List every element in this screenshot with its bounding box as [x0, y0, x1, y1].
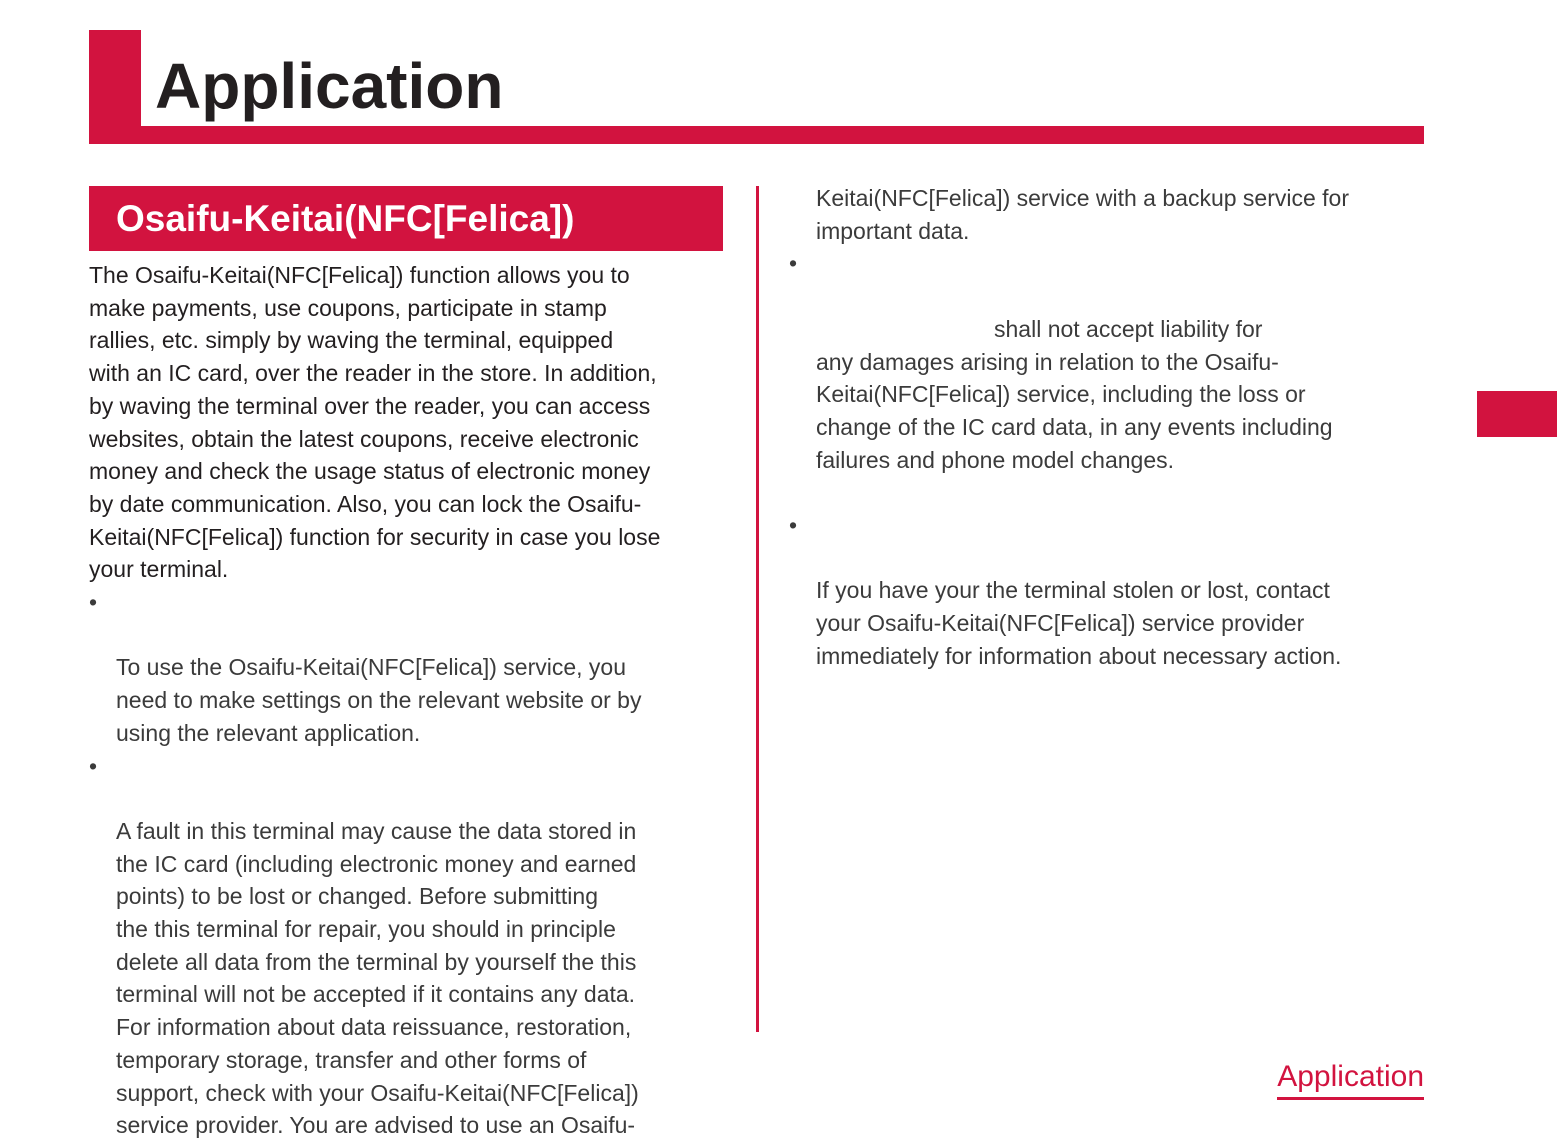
bullet-liability-text: any damages arising in relation to the Osaifu- Keitai(NFC[Felica]) service, including the loss or change of the IC card data, in any events including failures and phone model changes. [816, 348, 1333, 473]
bullet-settings [89, 586, 729, 750]
intro-paragraph: The Osaifu-Keitai(NFC[Felica]) function allows you to make payments, use coupons, participate in stamp rallies, etc. simply by waving the terminal, equipped with an IC card, over the reader in the store. In addition, by waving the terminal over the reader, you can access websites, obtain the latest coupons, receive electronic money and check the usage status of electronic money by date communication. Also, you can lock the Osaifu- Keitai(NFC[Felica]) function for security in case you lose your terminal. [89, 262, 661, 583]
bullet-liability [789, 247, 1439, 509]
bullet-dot: • [789, 512, 798, 539]
section-title: Osaifu-Keitai(NFC[Felica]) [116, 198, 575, 239]
bullet-dot: • [89, 589, 98, 616]
bullet-fault-continuation: Keitai(NFC[Felica]) service with a backup service for important data. [816, 185, 1349, 244]
bullet-fault-text: A fault in this terminal may cause the data stored in the IC card (including electronic money and earned points) to be lost or changed. Before submitting the this terminal for repair, you should in principle delete all data from the terminal by yourself the this terminal will not be accepted if it contains any data. For information about data reissuance, restoration, temporary storage, transfer and other forms of support, check with your Osaifu-Keitai(NFC[Felica]) service provider. You are advised to use an Osaifu- [116, 817, 639, 1139]
right-column [789, 182, 1439, 673]
bullet-settings-text: To use the Osaifu-Keitai(NFC[Felica]) service, you need to make settings on the relevant website or by using the relevant application. [116, 654, 642, 746]
column-divider [756, 186, 759, 1032]
chapter-side-tab [1477, 391, 1557, 437]
bullet-dot: • [789, 250, 798, 277]
footer-chapter-label: Application [1277, 1058, 1424, 1100]
left-column [89, 259, 729, 1142]
bullet-fault [89, 750, 729, 1142]
bullet-dot: • [89, 752, 98, 779]
page-title: Application [155, 50, 504, 122]
header-rule [89, 126, 1424, 144]
bullet-liability-first-line: shall not accept liability for [994, 315, 1263, 342]
bullet-stolen [789, 509, 1439, 673]
bullet-stolen-text: If you have your the terminal stolen or lost, contact your Osaifu-Keitai(NFC[Felica]) service provider immediately for information about necessary action. [816, 577, 1342, 669]
